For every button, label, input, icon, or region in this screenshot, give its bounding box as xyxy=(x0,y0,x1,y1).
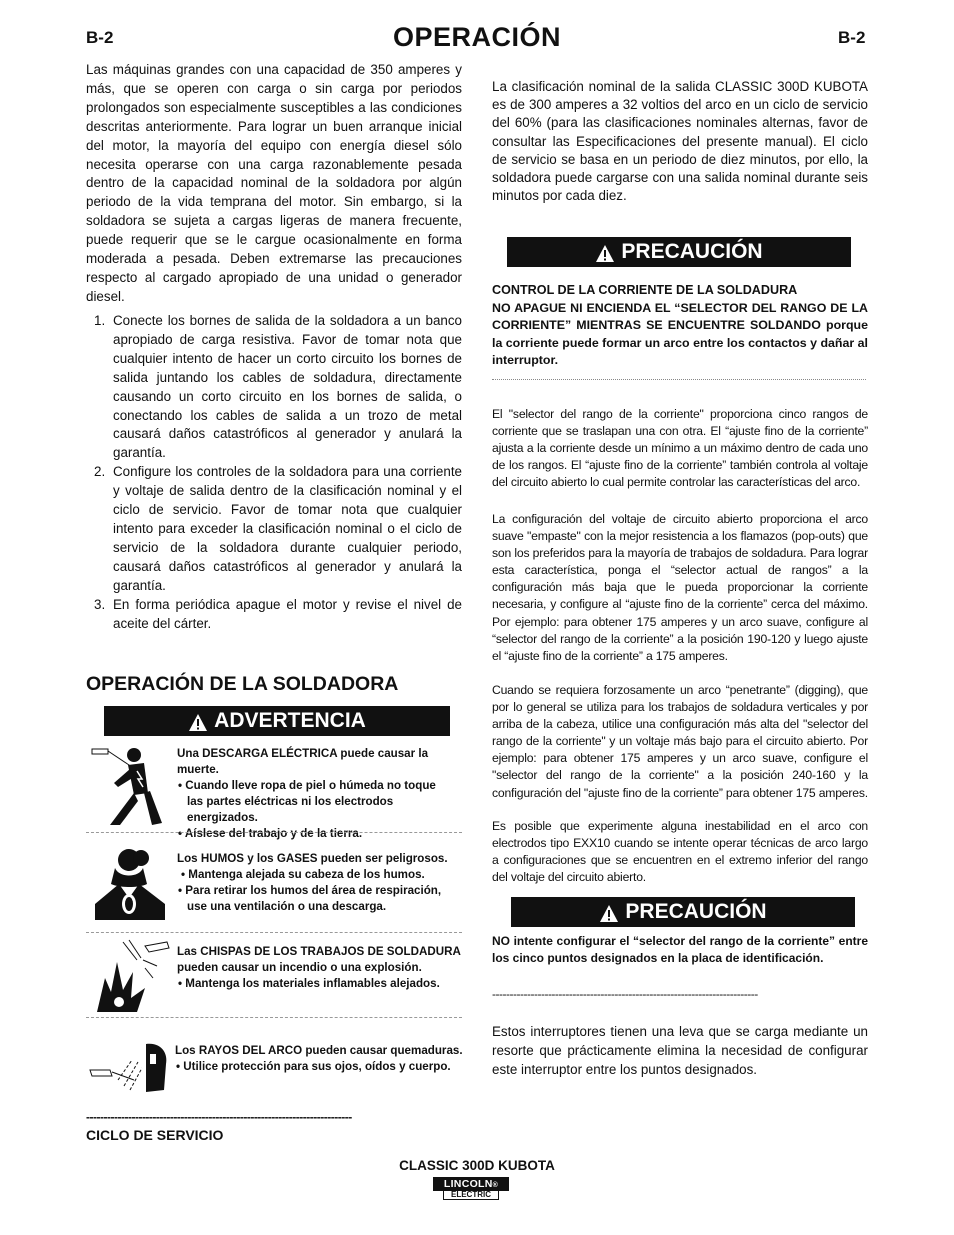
switch-cam-paragraph: Estos interruptores tienen una leva que se carga mediante un resorte que prácticamente elimina la necesidad de configurar este interruptor entre los puntos designados. xyxy=(492,1024,868,1077)
hazard-divider xyxy=(86,932,462,933)
caution-1-heading: CONTROL DE LA CORRIENTE DE LA SOLDADURA xyxy=(492,283,798,297)
page-title: OPERACIÓN xyxy=(392,22,562,52)
caution-banner-1: PRECAUCIÓN xyxy=(507,237,851,267)
caution-divider xyxy=(492,379,866,380)
duty-cycle-heading: CICLO DE SERVICIO xyxy=(86,1127,224,1143)
warning-triangle-icon xyxy=(599,904,619,923)
page-code-left: B-2 xyxy=(86,28,114,47)
warning-banner: ADVERTENCIA xyxy=(104,706,450,736)
caution-divider: ---------------------------------------------------------------------------- xyxy=(492,987,758,1001)
lincoln-electric-logo: LINCOLN® ELECTRIC xyxy=(433,1177,509,1199)
range-selector-paragraph: El "selector del rango de la corriente" proporciona cinco rangos de corriente que se traslapan una con otra. El “ajuste fino de la corriente” ajusta a la corriente desde un mínimo a un máximo dentro de cada uno de los rangos. El “ajuste fino de la corriente” también controla al voltaje del circuito abierto lo cual permite controlar las características del arco. xyxy=(492,407,868,490)
warning-triangle-icon xyxy=(188,713,208,732)
exx10-paragraph: Es posible que experimente alguna inestabilidad en el arco con electrodos tipo EXX10 cuando se intente operar técnicas de arco largo a configuraciones que se encuentren en el extremo inferior del rango del voltaje del circuito abierto. xyxy=(492,819,868,885)
list-item: 1. Conecte los bornes de salida de la soldadora a un banco apropiado de carga resistiva. Favor de tomar nota que cualquier intento de hacer un corto circuito los bornes de salida juntando los cables de soldadura, directamente causando un corto circuito en los bornes de salida, o conectando los cables de salida a un trozo de metal causará daños catastróficos al generador y anulará la garantía. xyxy=(94,313,462,461)
fumes-gases-icon xyxy=(93,848,173,922)
hazard-sparks: Las CHISPAS DE LOS TRABAJOS DE SOLDADURA pueden causar un incendio o una explosión. • Mantenga los materiales inflamables alejados. xyxy=(177,945,461,990)
hazard-arc-rays: Los RAYOS DEL ARCO pueden causar quemaduras. • Utilice protección para sus ojos, oídos y cuerpo. xyxy=(175,1044,463,1073)
rating-paragraph: La clasificación nominal de la salida CLASSIC 300D KUBOTA es de 300 amperes a 32 voltios del arco en un ciclo de servicio del 60% (para las clasificaciones nominales alternas, favor de consultar las Especificaciones del presente manual). El ciclo de servicio se basa en un periodo de diez minutos, por ello, la soldadora puede cargarse con una salida nominal durante seis minutos por cada diez. xyxy=(492,79,868,204)
hazard-electric-shock: Una DESCARGA ELÉCTRICA puede causar la muerte. • Cuando lleve ropa de piel o húmeda no toque las partes eléctricas ni los electrodos energizados. • Aíslese del trabajo y de la tierra. xyxy=(177,747,436,840)
caution-2-text: NO intente configurar el “selector del rango de la corriente” entre los cinco puntos designados en la placa de identificación. xyxy=(492,934,868,966)
hazard-divider xyxy=(86,832,462,833)
list-item: 2. Configure los controles de la soldadora para una corriente y voltaje de salida dentro de la clasificación nominal y el ciclo de servicio. Favor de tomar nota que cualquier intento para exceder la clasificación nominal o el ciclo de servicio de la soldadora durante cualquier periodo, causará daños catastróficos al generador y anulará la garantía. xyxy=(94,464,462,593)
welding-sparks-icon xyxy=(93,938,173,1014)
caution-banner-2: PRECAUCIÓN xyxy=(511,897,855,927)
arc-rays-icon xyxy=(88,1040,172,1096)
page-code-right: B-2 xyxy=(838,28,866,47)
warning-triangle-icon xyxy=(595,244,615,263)
section-title: OPERACIÓN DE LA SOLDADORA xyxy=(86,673,399,695)
caution-1-text: NO APAGUE NI ENCIENDA EL “SELECTOR DEL RANGO DE LA CORRIENTE” MIENTRAS SE ENCUENTRE SOLDANDO porque la corriente puede formar un arco entre los contactos y dañar al interruptor. xyxy=(492,301,868,367)
ocv-paragraph: La configuración del voltaje de circuito abierto proporciona el arco suave "empaste" con la mejor resistencia a los flamazos (pop-outs) que son los preferidos para la mayoría de trabajos de soldadura. Para lograr esta característica, ponga el “selector actual de rangos” a la configuración más baja que le pueda proporcionar la corriente necesaria, y configure al “ajuste fino de la corriente” cerca del máximo. Por ejemplo: para obtener 175 amperes y un arco suave, configure al “selector del rango de la corriente” a la posición 190-120 y luego ajuste el “ajuste fino de la corriente” a 175 amperes. xyxy=(492,512,868,663)
hazard-fumes: Los HUMOS y los GASES pueden ser peligrosos. • Mantenga alejada su cabeza de los humos. • Para retirar los humos del área de respiración, use una ventilación o una descarga. xyxy=(177,852,448,913)
intro-paragraph: Las máquinas grandes con una capacidad de 350 amperes y más, que se operen con carga o sin carga por periodos prolongados son especialmente susceptibles a las condiciones descritas anteriormente. Para lograr un buen arranque inicial del motor, la mayoría del equipo con energía diesel sólo necesita operarse con una carga razonablemente pesada dentro de la capacidad nominal de la soldadora por algún periodo de la vida temprana del motor. Sin embargo, si la soldadora se sujeta a cargas ligeras de manera frecuente, puede requerir que se le cargue ocasionalmente en forma moderada a pesada. Deben extremarse las precauciones respecto al cargado apropiado de una unidad o generador diesel. xyxy=(86,62,462,304)
load-steps-list xyxy=(86,312,462,633)
model-name: CLASSIC 300D KUBOTA xyxy=(399,1158,555,1173)
digging-arc-paragraph: Cuando se requiera forzosamente un arco “penetrante” (digging), que por lo general se utiliza para los trabajos de soldadura verticales y por arriba de la cabeza, utilice una configuración más alta del "selector del rango de la corriente" y un voltaje más bajo para el circuito abierto. Por ejemplo: para obtener 175 amperes y un arco suave, configure el "selector del rango de la corriente" a la posición 240-160 y la configuración del "ajuste fino de la corriente” para obtener 175 amperes. xyxy=(492,683,868,800)
section-divider: ---------------------------------------------------------------------------- xyxy=(86,1110,352,1124)
electric-shock-icon xyxy=(90,743,170,827)
list-item: 3. En forma periódica apague el motor y revise el nivel de aceite del cárter. xyxy=(94,596,462,631)
hazard-divider xyxy=(86,1017,462,1018)
